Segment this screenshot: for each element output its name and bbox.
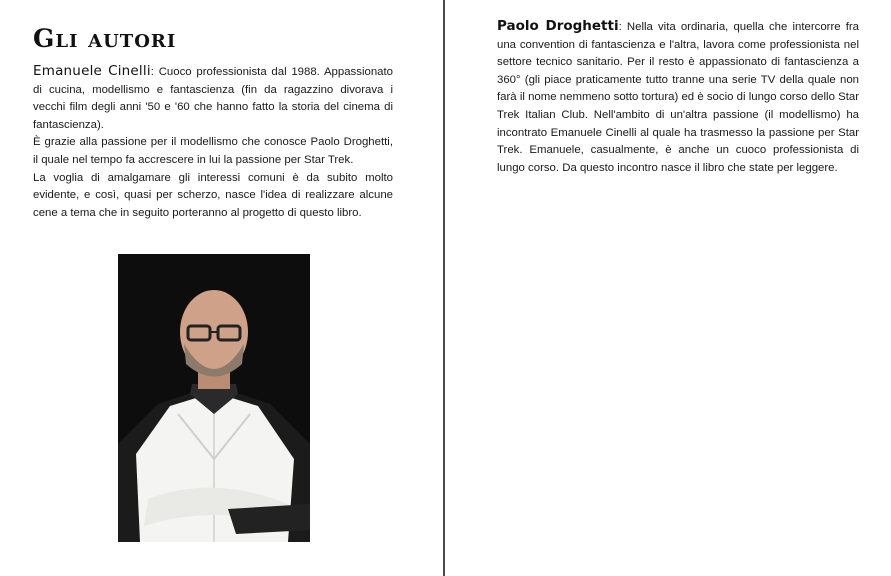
- page-title: Gli autori: [33, 24, 177, 53]
- author1-bio-text-1: : Cuoco professionista dal 1988. Appassionato di cucina, modellismo e fantascienza (fin da ragazzino divorava i vecchi film degli anni '50 e '60 che hanno fatto la storia del cinema di fantascienza).: [33, 66, 393, 131]
- right-page: [445, 0, 891, 576]
- author1-photo: [118, 254, 310, 542]
- author2-bio-text: : Nella vita ordinaria, quella che intercorre fra una convention di fantascienza e l'altra, lavora come professionista nel settore tecnico sanitario. Per il resto è appassionato di fantascienza a 360° (gli piace praticamente tutto tranne una serie TV della quale non farà il nome nemmeno sotto tortura) ed è socio di lungo corso dello Star Trek Italian Club. Nell'ambito di un'altra passione (il modellismo) ha incontrato Emanuele Cinelli al quale ha trasmesso la passione per Star Trek. Emanuele, casualmente, è anche un cuoco professionista di lungo corso. Da questo incontro nasce il libro che state per leggere.: [497, 21, 860, 174]
- author1-bio-paragraph-1: [33, 63, 393, 134]
- author2-name: Paolo Droghetti: [497, 18, 619, 34]
- author2-bio: [497, 18, 859, 177]
- author2-bio-paragraph: [497, 18, 859, 177]
- portrait-chef-photo: [118, 254, 310, 542]
- author1-name: Emanuele Cinelli: [33, 63, 151, 79]
- left-page: [0, 0, 443, 576]
- author1-bio: [33, 63, 393, 222]
- author1-bio-paragraph-2: È grazie alla passione per il modellismo che conosce Paolo Droghetti, il quale nel tempo fa accrescere in lui la passione per Star Trek.: [33, 136, 393, 166]
- author1-bio-paragraph-3: La voglia di amalgamare gli interessi comuni è da subito molto evidente, e così, quasi per scherzo, nasce l'idea di realizzare alcune cene a tema che in seguito porteranno al progetto di questo libro.: [33, 171, 393, 219]
